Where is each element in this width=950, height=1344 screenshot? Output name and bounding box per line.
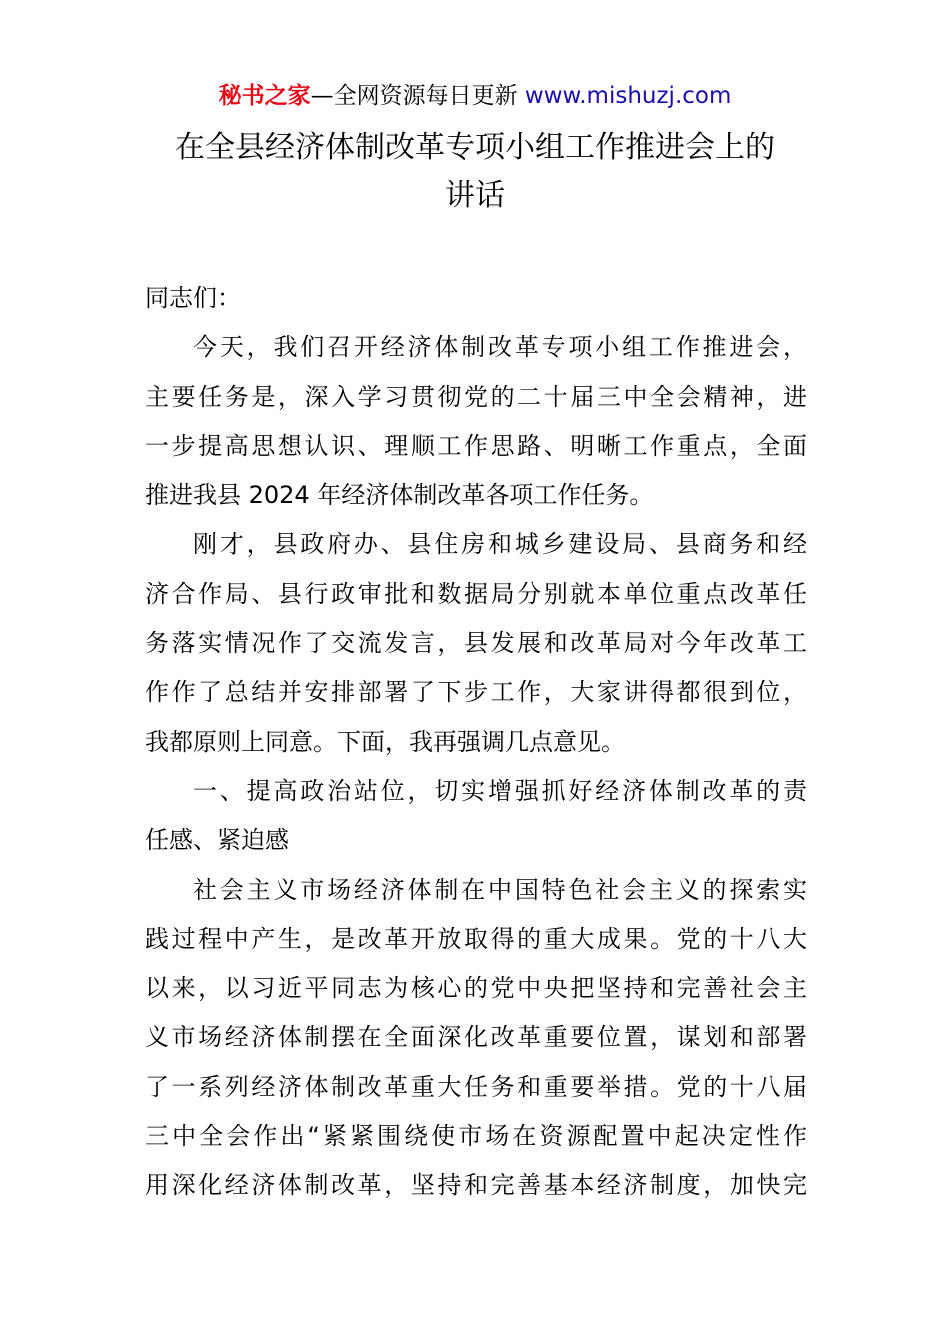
paragraph-line: 务落实情况作了交流发言，县发展和改革局对今年改革工 (145, 629, 807, 658)
paragraph-line: 践过程中产生，是改革开放取得的重大成果。党的十八大 (145, 924, 807, 953)
paragraph-line: 主要任务是，深入学习贯彻党的二十届三中全会精神，进 (145, 382, 807, 411)
paragraph-line: 义市场经济体制摆在全面深化改革重要位置，谋划和部署 (145, 1023, 807, 1052)
paragraph-line: 以来，以习近平同志为核心的党中央把坚持和完善社会主 (145, 974, 807, 1003)
paragraph-line: 我都原则上同意。下面，我再强调几点意见。 (145, 727, 625, 756)
paragraph-line: 济合作局、县行政审批和数据局分别就本单位重点改革任 (145, 579, 807, 608)
document-body (145, 274, 807, 1211)
paragraph-line: 今天，我们召开经济体制改革专项小组工作推进会， (193, 333, 807, 362)
paragraph-line: 刚才，县政府办、县住房和城乡建设局、县商务和经 (193, 530, 807, 559)
paragraph-line: 社会主义市场经济体制在中国特色社会主义的探索实 (193, 875, 807, 904)
paragraph-line: 了一系列经济体制改革重大任务和重要举措。党的十八届 (145, 1072, 807, 1101)
site-header (0, 80, 950, 112)
site-brand: 秘书之家 (218, 83, 311, 109)
paragraph-line: 用深化经济体制改革，坚持和完善基本经济制度，加快完 (145, 1171, 807, 1200)
site-slogan: —全网资源每日更新 (310, 83, 525, 109)
site-url-link[interactable]: www.mishuzj.com (524, 83, 732, 109)
section-heading-line: 任感、紧迫感 (145, 826, 289, 855)
paragraph-line: 推进我县 2024 年经济体制改革各项工作任务。 (145, 481, 654, 510)
paragraph-line: 作作了总结并安排部署了下步工作，大家讲得都很到位， (145, 678, 807, 707)
paragraph-line: 一步提高思想认识、理顺工作思路、明晰工作重点，全面 (145, 431, 807, 460)
section-heading-line: 一、提高政治站位，切实增强抓好经济体制改革的责 (193, 776, 807, 805)
title-line: 在全县经济体制改革专项小组工作推进会上的 (175, 130, 775, 165)
title-line: 讲话 (445, 178, 505, 213)
salutation: 同志们： (145, 284, 241, 312)
paragraph-line: 三中全会作出“紧紧围绕使市场在资源配置中起决定性作 (145, 1122, 807, 1151)
document-title (0, 124, 950, 220)
